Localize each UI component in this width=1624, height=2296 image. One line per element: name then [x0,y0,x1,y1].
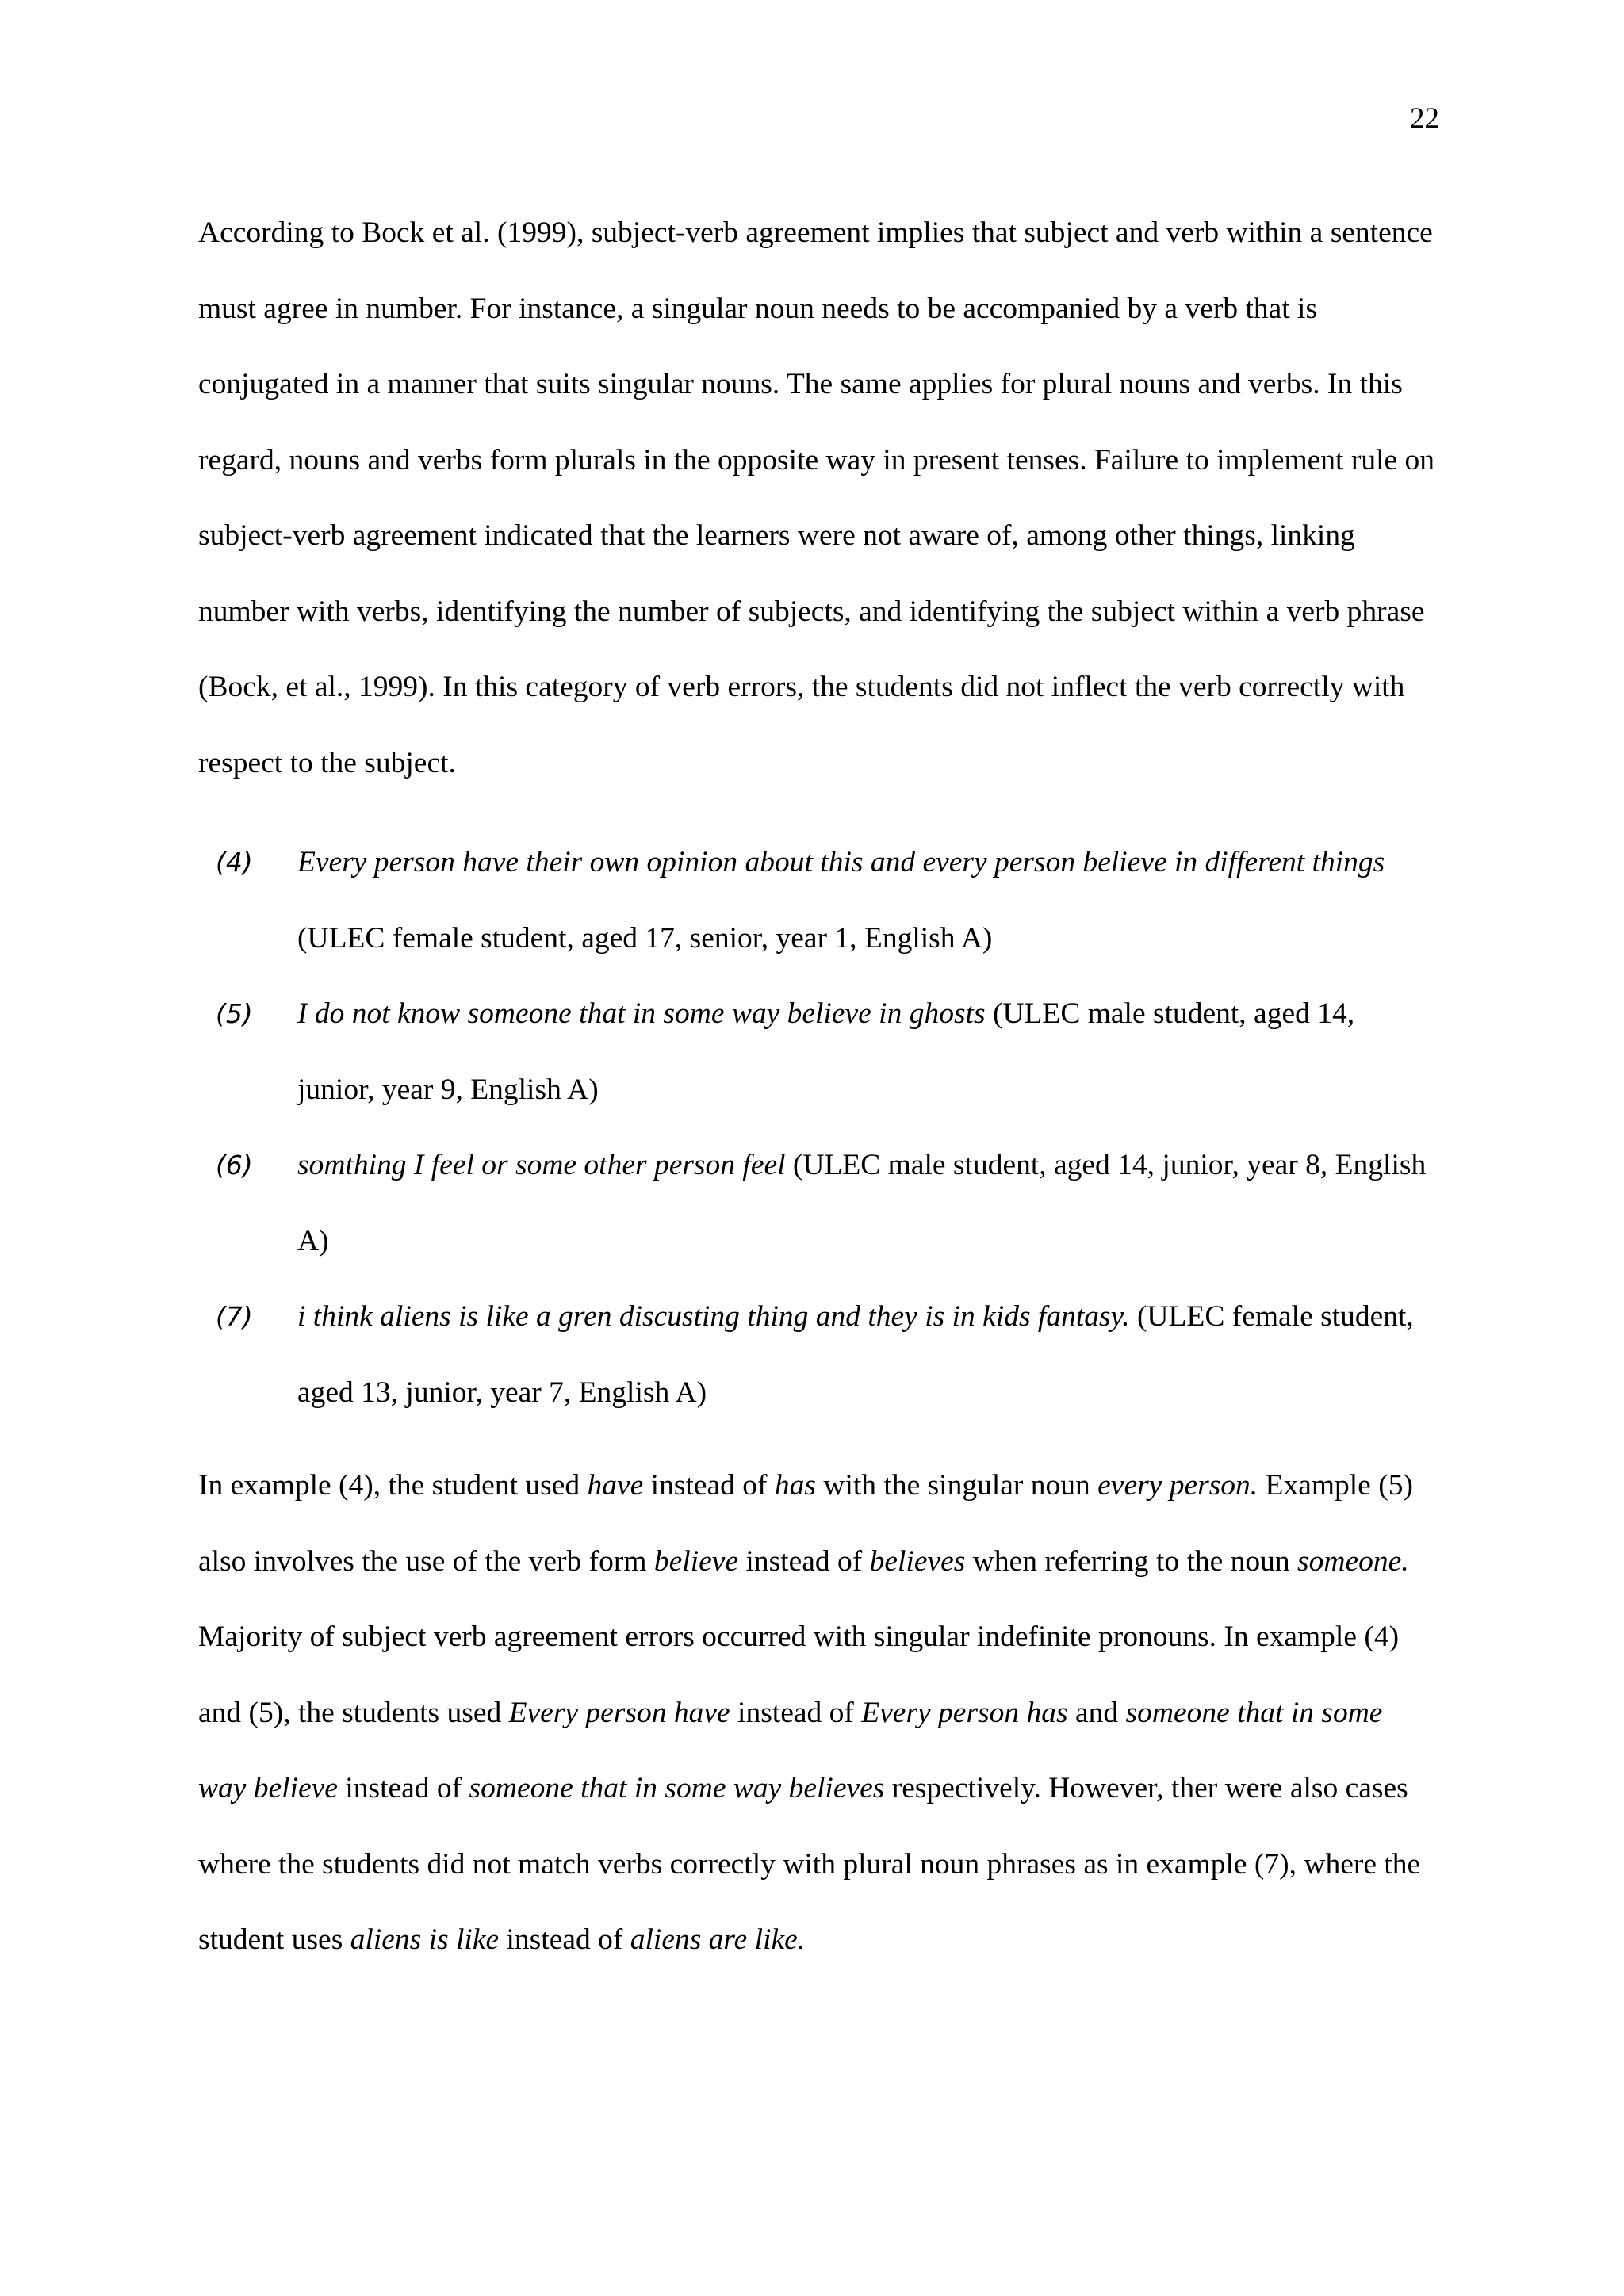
italic-term: someone that in some way believes [469,1772,885,1804]
italic-term: someone that in some way believe [198,1696,1383,1804]
italic-term: Every person has [861,1696,1068,1729]
paragraph-subject-verb-agreement: According to Bock et al. (1999), subject-verb agreement implies that subject and verb within a sentence must agree in number. For instance, a singular noun needs to be accompanied by a verb that is conjugated in a manner that suits singular nouns. The same applies for plural nouns and verbs. In this regard, nouns and verbs form plurals in the opposite way in present tenses. Failure to implement rule on subject-verb agreement indicated that the learners were not aware of, among other things, linking number with verbs, identifying the number of subjects, and identifying the subject within a verb phrase (Bock, et al., 1999). In this category of verb errors, the students did not inflect the verb correctly with respect to the subject. [198,216,1435,779]
italic-term: every person. [1097,1469,1258,1502]
italic-term: aliens is like [350,1923,500,1956]
example-quote: Every person have their own opinion about this and every person believe in different things [297,846,1385,878]
example-source: (ULEC female student, aged 17, senior, year 1, English A) [297,921,993,955]
text-segment: with the singular noun [815,1469,1098,1502]
example-source: (ULEC female student, aged 13, junior, year 7, English A) [297,1300,1414,1409]
italic-term: believes [869,1544,966,1578]
text-segment: Example (5) also involves the use of the verb form [198,1469,1413,1578]
text-segment: Majority of subject verb agreement errors occurred with singular indefinite pronouns. In example (4) and (5), the students used [198,1621,1400,1729]
text-segment: when referring to the noun [965,1544,1298,1578]
italic-term: has [774,1469,816,1502]
text-segment: In example (4), the student used [198,1469,588,1502]
page-body [198,195,1435,1978]
text-segment: instead of [738,1544,870,1578]
text-segment: and [1067,1696,1126,1729]
example-item [198,1279,1435,1430]
italic-term: have [587,1469,644,1502]
example-list [198,825,1435,1430]
example-source: (ULEC male student, aged 14, junior, year 9, English A) [297,997,1355,1106]
text-segment: respectively. However, ther were also cases where the students did not match verbs correctly with plural noun phrases as in example (7), where the student uses [198,1772,1421,1956]
text-segment: instead of [499,1923,630,1956]
text-segment: instead of [643,1469,775,1502]
italic-term: someone. [1297,1544,1409,1578]
example-item [198,825,1435,976]
example-number: (5) [216,998,253,1029]
page-number: 22 [1410,102,1439,135]
example-item [198,1127,1435,1279]
paragraph-analysis [198,1448,1435,1978]
text-segment: instead of [337,1772,469,1804]
example-number: (7) [216,1301,253,1332]
italic-term: believe [653,1544,739,1578]
example-item [198,976,1435,1127]
example-number: (4) [216,847,253,878]
example-number: (6) [216,1150,253,1181]
example-quote: I do not know someone that in some way believe in ghosts [297,997,986,1030]
text-segment: instead of [730,1696,862,1729]
italic-term: aliens are like. [630,1923,806,1956]
example-quote: somthing I feel or some other person feel [297,1149,786,1181]
example-quote: i think aliens is like a gren discusting thing and they is in kids fantasy. [297,1300,1130,1333]
example-source: (ULEC male student, aged 14, junior, year 8, English A) [297,1149,1427,1257]
italic-term: Every person have [508,1696,730,1729]
